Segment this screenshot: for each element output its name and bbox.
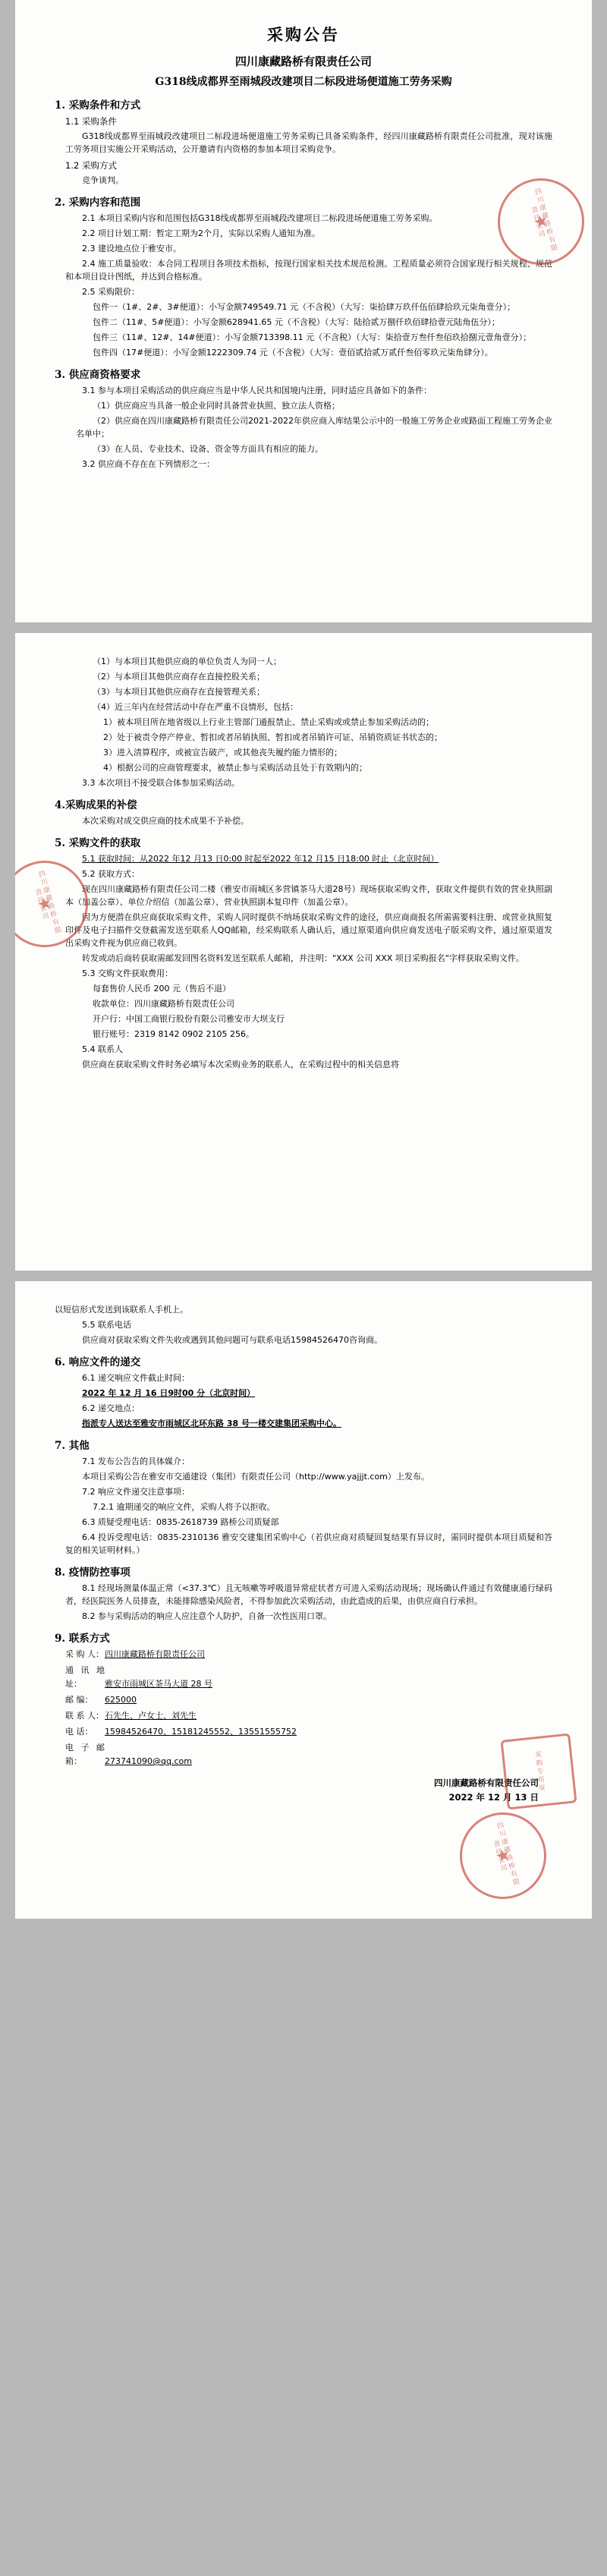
signature-date: 2022 年 12 月 13 日	[448, 1792, 539, 1803]
document-sheet-2	[15, 633, 592, 1271]
contact-person-text: 供应商在获取采购文件时务必填写本次采购业务的联系人，在采购过程中的相关信息将	[82, 1060, 399, 1069]
company-seal-text: 四川康藏路桥有限责任公司	[529, 187, 558, 254]
issuing-company: 四川康藏路桥有限责任公司	[234, 55, 372, 68]
section-9-heading: 9. 联系方式	[55, 1633, 110, 1645]
disqualify-4-1: 1）被本项目所在地省级以上行业主管部门通报禁止、禁止采购或或禁止参加采购活动的；	[103, 717, 434, 727]
payee-name: 收款单位：四川康藏路桥有限责任公司	[93, 999, 234, 1009]
contact-value-3: 石先生、卢女士、刘先生	[105, 1711, 197, 1721]
section-3-3-text: 3.3 本次项目不接受联合体参加采购活动。	[82, 778, 240, 788]
epidemic-1: 8.1 经现场测量体温正常（<37.3℃）且无咳嗽等呼吸道异常症状者方可进入采购活动现场；现场确认件通过有效健康通行绿码者，经医院医务人员排查，未能排除感染风险者，不得参加此次采购活动，由此造成的后果，由供应商自行承担。	[65, 1583, 552, 1606]
contact-phone-heading: 5.5 联系电话	[82, 1320, 131, 1330]
contact-label-2: 邮 编：	[65, 1695, 93, 1705]
contact-row-5	[55, 1741, 552, 1768]
section-1-heading: 1. 采购条件和方式	[55, 99, 141, 112]
price-lot-1: 包件一（1#、2#、3#便道）：小写金额749549.71 元（不含税）（大写：柒拾肆万玖仟伍佰肆拾玖元柒角壹分）；	[93, 302, 516, 312]
signature-block	[55, 1776, 552, 1805]
contact-value-5: 273741090@qq.com	[105, 1756, 192, 1766]
sms-note: 以短信形式发送到该联系人手机上。	[55, 1305, 188, 1315]
section-1-1-text: G318线成都界至雨城段改建项目二标段进场便道施工劳务采购已具备采购条件，经四川康藏路桥有限责任公司批准，现对该施工劳务项目实施公开采购活动，公开邀请有内资格的参加本项目采购竞争。	[65, 131, 552, 154]
disqualify-2: （2）与本项目其他供应商存在直接控股关系；	[93, 672, 265, 682]
challenge-phone: 6.3 质疑受理电话：0835-2618739 路桥公司质疑部	[82, 1517, 279, 1527]
section-3-1-text: 3.1 参与本项目采购活动的供应商应当是中华人民共和国境内注册，同时适应具备如下的条件：	[82, 386, 432, 395]
contact-row-0	[55, 1648, 552, 1661]
contact-row-4	[55, 1725, 552, 1739]
section-2-4-text: 2.4 施工质量验收：本合同工程项目各项技术指标，按现行国家相关技术规范检测。工程质量必须符合国家现行相关规程、规范和本项目设计图纸，并达到合格标准。	[65, 259, 552, 282]
section-1-2-text: 竞争谈判。	[82, 175, 124, 185]
doc-acquire-remote: 因为方便潜在供应商获取采购文件，采购人同时提供不纳场获取采购文件的途径，供应商商报名所需需要料注册、或营业执照复印件及电子扫描件交登截需发送至联系人QQ邮箱，经采购联系人确认后，通过原渠道向供应商发送电子版采购文件，通过原渠道发出采购文件视为供应商已收到。	[65, 912, 552, 948]
project-title: G318线成都界至雨城段改建项目二标段进场便道施工劳务采购	[155, 76, 452, 88]
contact-row-3	[55, 1709, 552, 1723]
submission-deadline-heading: 6.1 递交响应文件截止时间：	[82, 1373, 190, 1383]
section-3-2-text: 3.2 供应商不存在在下列情形之一：	[82, 459, 215, 469]
qualification-1: （1）供应商应当具备一般企业同时具备营业执照、独立法人资格；	[93, 401, 340, 411]
doc-acquire-time: 5.1 获取时间：从2022 年12 月13 日0:00 时起至2022 年12 月15 日18:00 时止（北京时间）	[82, 854, 439, 864]
procurement-seal-text: 采购专用章	[533, 1750, 546, 1793]
disqualify-1: （1）与本项目其他供应商的单位负责人为同一人；	[93, 657, 281, 666]
submission-notes-heading: 7.2 响应文件递交注意事项：	[82, 1487, 190, 1497]
contact-value-2: 625000	[105, 1695, 137, 1705]
section-2-3-text: 2.3 建设地点位于雅安市。	[82, 244, 181, 254]
section-2-5-text: 2.5 采购限价：	[82, 287, 140, 297]
contact-label-3: 联 系 人：	[65, 1711, 104, 1721]
contact-row-2	[55, 1693, 552, 1707]
contact-label-1: 通讯地址：	[65, 1665, 105, 1689]
section-2-1-text: 2.1 本项目采购内容和范围包括G318线成都界至雨城段改建项目二标段进场便道施工劳务采购。	[82, 213, 438, 223]
signature-company: 四川康藏路桥有限责任公司	[434, 1778, 539, 1788]
company-seal-text-2: 四川康藏路桥有限责任公司	[33, 869, 62, 937]
contact-value-1: 雅安市雨城区茶马大道 28 号	[105, 1679, 212, 1689]
disqualify-3: （3）与本项目其他供应商存在直接管理关系；	[93, 687, 265, 697]
section-3-heading: 3. 供应商资格要求	[55, 369, 141, 381]
doc-fee-heading: 5.3 交购文件获取费用：	[82, 968, 173, 978]
document-sheet-3	[15, 1281, 592, 1919]
company-seal-icon-3	[449, 1802, 556, 1909]
qualification-2: （2）供应商在四川康藏路桥有限责任公司2021-2022年供应商入库结果公示中的一般施工劳务企业或路面工程施工劳务企业名单中；	[76, 416, 552, 439]
company-seal-text-3: 四川康藏路桥有限责任公司	[491, 1821, 521, 1888]
section-6-heading: 6. 响应文件的递交	[55, 1356, 141, 1368]
media-text: 本项目采购公告在雅安市交通建设（集团）有限责任公司（http://www.yajjjt.com）上发布。	[82, 1472, 429, 1482]
doc-acquire-onsite: ﻿﻿﻿﻿﻿现在四川康藏路桥有限责任公司二楼（雅安市雨城区多营镇茶马大道28号）现场获取采购文件，获取文件提供有效的营业执照副本（加盖公章）、单位介绍信（加盖公章）、营业执照副本复印件（加盖公章）。	[65, 884, 552, 907]
contact-phone-text: 供应商对获取采购文件失收或遇到其他问题可与联系电话15984526470咨询商。	[82, 1335, 382, 1345]
disqualify-4-3: 3）进入清算程序，或被宣告破产，或其他丧失履约能力情形的；	[103, 748, 342, 757]
payee-bank: 开户行：中国工商银行股份有限公司雅安市大坝支行	[93, 1014, 285, 1024]
price-lot-2: 包件二（11#、5#便道）：小写金额628941.65 元（不含税）（大写：陆拾贰万捌仟玖佰肆拾壹元陆角伍分）；	[93, 317, 500, 327]
doc-acquire-method-heading: 5.2 获取方式：	[82, 869, 140, 879]
price-lot-4: 包件四（17#便道）：小写金额1222309.74 元（不含税）（大写：壹佰贰拾贰万贰仟叁佰零玖元柒角肆分）。	[93, 348, 493, 357]
section-2-heading: 2. 采购内容和范围	[55, 197, 141, 209]
section-7-heading: 7. 其他	[55, 1440, 90, 1452]
doc-fee-amount: 每套售价人民币 200 元（售后不退）	[93, 984, 231, 994]
document-sheet-1	[15, 0, 592, 622]
submission-deadline-value: 2022 年 12 月 16 日9时00 分（北京时间）	[82, 1388, 256, 1398]
disqualify-4-2: 2）处于被责令停产停业、暂扣或者吊销执照、暂扣或者吊销许可证、吊销资质证书状态的；	[103, 732, 442, 742]
epidemic-2: 8.2 参与采购活动的响应人应注意个人防护，自备一次性医用口罩。	[82, 1611, 332, 1621]
submission-place-heading: 6.2 递交地点：	[82, 1403, 140, 1413]
section-8-heading: 8. 疫情防控事项	[55, 1567, 131, 1579]
contact-value-0: 四川康藏路桥有限责任公司	[105, 1649, 205, 1659]
contact-label-0: 采 购 人：	[65, 1649, 104, 1659]
contact-row-1	[55, 1664, 552, 1691]
section-4-heading: 4.采购成果的补偿	[55, 799, 137, 811]
contact-label-4: 电 话：	[65, 1727, 93, 1737]
section-4-text: 本次采购对成交供应商的技术成果不予补偿。	[82, 816, 249, 826]
contact-value-4: 15984526470、15181245552、13551555752	[105, 1727, 297, 1737]
contact-label-5: 电子邮箱：	[65, 1743, 105, 1766]
submission-place-value: 指派专人送达至雅安市雨城区北环东路 38 号一楼交建集团采购中心。	[82, 1419, 341, 1428]
section-2-2-text: 2.2 项目计划工期：暂定工期为2个月，实际以采购人通知为准。	[82, 228, 320, 238]
section-1-1-heading: 1.1 采购条件	[65, 116, 117, 127]
complaint-phone: 6.4 投诉受理电话：0835-2310136 雅安交建集团采购中心（若供应商对质疑回复结果有异议时，需同时提供本项目质疑和答复的相关证明材料。）	[65, 1532, 552, 1555]
payee-account: 银行账号：2319 8142 0902 2105 256。	[93, 1029, 254, 1039]
contact-person-heading: 5.4 联系人	[82, 1044, 123, 1054]
doc-acquire-forward: 转发或动后商转获取需邮发回图名资料发送至联系人邮箱，并注明："XXX 公司 XXX 项目采购报名"字样获取采购文件。	[82, 953, 524, 963]
section-1-2-heading: 1.2 采购方式	[65, 160, 117, 171]
qualification-3: （3）在人员、专业技术、设备、资金等方面具有相应的能力。	[93, 444, 323, 454]
disqualify-4-4: 4）根据公司的应商管理要求，被禁止参与采购活动且处于有效期内的；	[103, 763, 367, 773]
submission-note-1: 7.2.1 逾期递交的响应文件，采购人将予以拒收。	[93, 1502, 275, 1512]
page-title: 采购公告	[267, 25, 340, 44]
media-heading: 7.1 发布公告告的具体媒介：	[82, 1456, 190, 1466]
disqualify-4: （4）近三年内在经营活动中存在严重不良情形，包括：	[93, 702, 298, 712]
price-lot-3: 包件三（11#、12#、14#便道）：小写金额713398.11 元（不含税）（大写：柒拾壹万叁仟叁佰玖拾捌元壹角壹分）；	[93, 332, 532, 342]
section-5-heading: 5. 采购文件的获取	[55, 837, 141, 849]
